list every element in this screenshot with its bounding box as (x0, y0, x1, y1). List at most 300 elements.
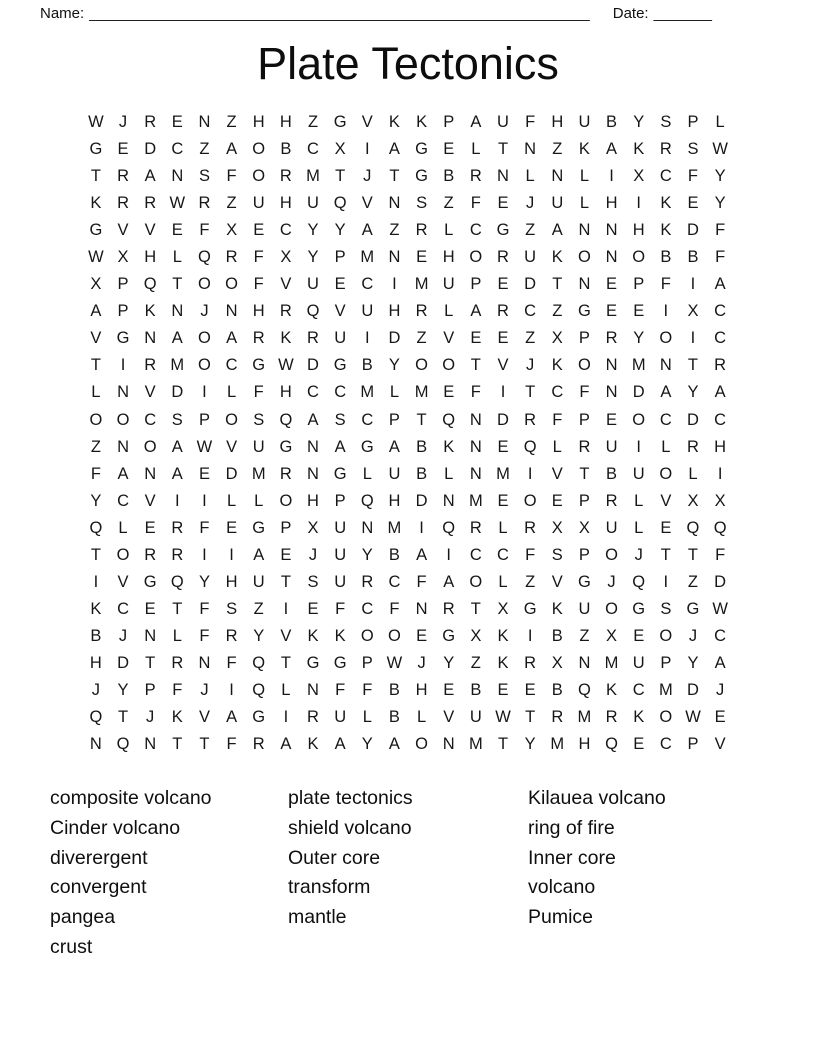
grid-letter: P (578, 491, 590, 510)
grid-letter: B (388, 545, 400, 564)
grid-letter: E (226, 518, 238, 537)
grid-letter: C (714, 302, 727, 321)
grid-letter: B (443, 167, 455, 186)
grid-letter: N (144, 464, 157, 483)
grid-letter: Z (525, 221, 536, 240)
grid-letter: S (551, 545, 563, 564)
grid-letter: E (443, 140, 455, 159)
grid-letter: N (578, 653, 591, 672)
grid-letter: I (663, 302, 669, 321)
grid-letter: O (388, 626, 401, 645)
grid-letter: Z (552, 302, 563, 321)
grid-letter: M (360, 383, 375, 402)
grid-letter: K (307, 626, 319, 645)
grid-letter: I (419, 518, 424, 537)
grid-letter: S (416, 194, 428, 213)
grid-letter: I (636, 437, 641, 456)
grid-letter: Q (360, 491, 374, 510)
grid-letter: W (88, 113, 104, 132)
grid-letter: R (225, 248, 238, 267)
page-title: Plate Tectonics (257, 38, 559, 89)
grid-letter: A (144, 167, 156, 186)
grid-letter: K (660, 221, 672, 240)
grid-letter: D (687, 221, 699, 240)
grid-letter: Q (523, 437, 537, 456)
grid-letter: E (144, 518, 156, 537)
grid-letter: G (89, 140, 103, 159)
grid-letter: N (605, 248, 618, 267)
grid-letter: H (144, 248, 157, 267)
grid-letter: H (632, 221, 645, 240)
grid-letter: M (170, 356, 185, 375)
grid-letter: F (416, 572, 427, 591)
grid-letter: G (523, 599, 537, 618)
word-list-item: Outer core (288, 846, 381, 869)
grid-letter: C (551, 383, 564, 402)
grid-letter: T (687, 356, 699, 375)
grid-letter: O (659, 708, 673, 727)
grid-letter: J (91, 681, 100, 699)
grid-letter: V (361, 113, 373, 132)
grid-letter: R (551, 708, 564, 727)
grid-letter: B (551, 681, 563, 699)
grid-letter: C (307, 140, 319, 159)
grid-letter: F (90, 464, 101, 483)
grid-letter: Y (714, 167, 726, 186)
grid-letter: K (334, 626, 346, 645)
grid-letter: Q (306, 302, 320, 321)
grid-letter: H (279, 194, 292, 213)
grid-letter: Q (605, 735, 618, 754)
grid-letter: R (605, 708, 618, 727)
grid-letter: U (361, 302, 374, 321)
word-list-item: composite volcano (50, 787, 212, 810)
grid-letter: Q (632, 572, 646, 591)
grid-letter: J (146, 708, 155, 727)
grid-letter: R (144, 194, 157, 213)
grid-letter: L (362, 708, 372, 727)
grid-letter: A (551, 221, 563, 240)
grid-letter: I (636, 194, 641, 213)
grid-letter: Q (686, 518, 700, 537)
grid-letter: E (280, 545, 292, 564)
grid-letter: V (144, 383, 156, 402)
grid-letter: J (200, 681, 209, 699)
grid-letter: K (90, 599, 102, 618)
word-list-item: ring of fire (528, 816, 615, 839)
grid-letter: A (226, 708, 238, 727)
grid-letter: K (497, 626, 509, 645)
grid-letter: H (605, 194, 618, 213)
grid-letter: L (688, 464, 698, 483)
grid-letter: X (551, 329, 563, 348)
grid-letter: N (415, 599, 428, 618)
grid-letter: C (361, 410, 374, 429)
grid-letter: H (388, 491, 401, 510)
grid-letter: L (579, 167, 589, 186)
grid-letter: F (525, 545, 536, 564)
grid-letter: S (226, 599, 238, 618)
grid-letter: G (360, 437, 374, 456)
grid-letter: G (415, 167, 428, 186)
grid-letter: O (659, 626, 673, 645)
grid-letter: J (715, 681, 725, 699)
grid-letter: Q (89, 518, 103, 537)
word-list-item: plate tectonics (288, 787, 413, 810)
grid-letter: T (470, 356, 481, 375)
grid-letter: E (144, 599, 156, 618)
grid-letter: K (171, 708, 183, 727)
grid-letter: T (416, 410, 427, 429)
grid-letter: Y (388, 356, 400, 375)
word-list-item: mantle (288, 905, 347, 928)
word-list (0, 784, 816, 962)
grid-letter: M (387, 518, 402, 537)
grid-letter: R (279, 167, 292, 186)
grid-letter: Z (552, 140, 563, 159)
grid-letter: O (252, 167, 266, 186)
grid-letter: B (551, 626, 563, 645)
grid-letter: W (386, 653, 403, 672)
grid-letter: A (90, 302, 102, 321)
grid-letter: D (632, 383, 645, 402)
grid-letter: P (660, 653, 672, 672)
grid-letter: H (252, 113, 265, 132)
grid-letter: P (687, 113, 699, 132)
grid-letter: P (334, 248, 346, 267)
grid-letter: Q (713, 518, 727, 537)
grid-letter: T (660, 545, 671, 564)
grid-letter: G (333, 113, 347, 132)
grid-letter: E (606, 302, 618, 321)
grid-letter: F (389, 599, 400, 618)
grid-letter: Z (307, 113, 319, 132)
grid-letter: F (226, 735, 237, 754)
grid-letter: E (606, 275, 618, 294)
grid-letter: R (524, 518, 537, 537)
grid-letter: G (442, 626, 456, 645)
grid-letter: U (469, 708, 482, 727)
grid-letter: U (334, 708, 347, 727)
grid-letter: N (198, 653, 211, 672)
grid-letter: N (144, 735, 157, 754)
grid-letter: M (496, 464, 510, 483)
grid-letter: K (606, 681, 618, 699)
grid-letter: P (443, 113, 455, 132)
grid-letter: R (714, 356, 727, 375)
grid-letter: O (659, 464, 673, 483)
grid-letter: A (714, 383, 726, 402)
grid-letter: T (199, 735, 210, 754)
grid-letter: C (714, 626, 727, 645)
grid-letter: Z (525, 572, 536, 591)
grid-letter: F (172, 681, 183, 699)
grid-letter: X (578, 518, 590, 537)
grid-letter: G (632, 599, 646, 618)
grid-letter: G (279, 437, 293, 456)
grid-letter: X (606, 626, 618, 645)
name-blank-line: ____________________________________________________________ (89, 5, 590, 22)
grid-letter: F (470, 194, 481, 213)
grid-letter: Y (687, 383, 699, 402)
grid-letter: C (117, 491, 129, 510)
grid-letter: T (525, 708, 536, 727)
grid-letter: B (416, 437, 428, 456)
grid-letter: A (714, 275, 726, 294)
grid-letter: N (307, 681, 319, 699)
grid-letter: M (468, 491, 483, 510)
grid-letter: N (469, 437, 482, 456)
grid-letter: G (577, 572, 591, 591)
grid-letter: W (712, 599, 728, 618)
grid-letter: Y (443, 653, 455, 672)
grid-letter: L (634, 518, 644, 537)
grid-letter: I (663, 572, 669, 591)
grid-letter: Z (199, 140, 210, 159)
grid-letter: T (90, 545, 101, 564)
word-search-grid (82, 109, 733, 758)
grid-letter: Z (470, 653, 481, 672)
grid-letter: R (469, 518, 482, 537)
grid-letter: Y (714, 194, 726, 213)
grid-letter: O (659, 329, 673, 348)
grid-letter: N (388, 194, 401, 213)
grid-letter: G (306, 653, 320, 672)
grid-letter: R (252, 735, 265, 754)
grid-letter: C (659, 167, 672, 186)
grid-letter: A (470, 302, 482, 321)
grid-letter: U (388, 464, 401, 483)
grid-letter: O (415, 356, 428, 375)
grid-letter: O (198, 275, 211, 294)
grid-letter: P (117, 275, 129, 294)
word-list-item: shield volcano (288, 816, 412, 839)
grid-letter: T (90, 167, 101, 186)
grid-letter: O (577, 356, 591, 375)
grid-letter: L (444, 221, 454, 240)
grid-letter: U (605, 518, 618, 537)
grid-letter: B (606, 464, 618, 483)
grid-letter: H (307, 491, 319, 510)
grid-letter: A (307, 410, 319, 429)
grid-letter: H (225, 572, 238, 591)
grid-letter: C (361, 275, 374, 294)
grid-letter: N (551, 167, 564, 186)
grid-letter: W (88, 248, 104, 267)
grid-letter: C (279, 221, 292, 240)
grid-letter: Y (361, 545, 373, 564)
grid-letter: X (307, 518, 319, 537)
grid-letter: J (200, 302, 209, 321)
date-blank-line: _______ (653, 5, 712, 22)
word-list-item: Kilauea volcano (528, 787, 666, 810)
grid-letter: V (334, 302, 346, 321)
grid-letter: E (524, 681, 536, 699)
grid-letter: I (527, 464, 533, 483)
grid-letter: G (252, 708, 266, 727)
grid-letter: P (144, 681, 156, 699)
grid-letter: A (470, 113, 482, 132)
grid-letter: Q (170, 572, 184, 591)
grid-letter: R (171, 518, 184, 537)
grid-letter: I (283, 708, 289, 727)
grid-letter: V (361, 194, 373, 213)
grid-letter: Z (253, 599, 264, 618)
grid-letter: U (334, 572, 347, 591)
grid-letter: N (117, 383, 129, 402)
grid-letter: E (633, 735, 645, 754)
grid-letter: E (497, 329, 509, 348)
name-label: Name: (40, 5, 85, 22)
grid-letter: A (388, 735, 400, 754)
grid-letter: U (334, 518, 347, 537)
grid-letter: U (578, 113, 591, 132)
grid-letter: V (144, 491, 156, 510)
word-list-item: transform (288, 876, 371, 899)
grid-letter: L (362, 464, 372, 483)
grid-letter: Q (577, 681, 591, 699)
grid-letter: P (578, 410, 590, 429)
grid-letter: E (497, 681, 509, 699)
grid-letter: L (416, 708, 427, 727)
grid-letter: P (117, 302, 129, 321)
grid-letter: M (414, 383, 429, 402)
grid-letter: T (335, 167, 346, 186)
grid-letter: R (279, 464, 292, 483)
grid-letter: R (524, 653, 537, 672)
grid-letter: M (658, 681, 673, 699)
grid-letter: O (632, 410, 646, 429)
grid-letter: T (552, 275, 563, 294)
grid-letter: T (172, 275, 183, 294)
grid-letter: C (171, 140, 184, 159)
grid-letter: F (335, 681, 346, 699)
grid-letter: H (578, 735, 591, 754)
grid-letter: T (172, 735, 183, 754)
grid-letter: A (171, 437, 183, 456)
grid-letter: E (633, 302, 645, 321)
grid-letter: K (90, 194, 102, 213)
grid-letter: G (415, 140, 428, 159)
grid-letter: I (392, 275, 397, 294)
grid-letter: I (690, 275, 696, 294)
grid-letter: P (198, 410, 210, 429)
grid-letter: L (444, 464, 454, 483)
grid-letter: R (144, 545, 157, 564)
grid-letter: M (468, 735, 483, 754)
grid-letter: L (389, 383, 400, 402)
grid-letter: T (172, 599, 183, 618)
grid-letter: L (498, 518, 508, 537)
grid-letter: N (144, 329, 157, 348)
grid-letter: J (308, 545, 318, 564)
grid-letter: X (687, 491, 699, 510)
grid-letter: D (171, 383, 184, 402)
grid-letter: D (524, 275, 537, 294)
grid-letter: M (604, 653, 619, 672)
grid-letter: Y (117, 681, 129, 699)
grid-letter: U (578, 599, 591, 618)
grid-letter: X (633, 167, 645, 186)
grid-letter: W (169, 194, 186, 213)
grid-letter: M (360, 248, 375, 267)
grid-letter: D (714, 572, 727, 591)
grid-letter: T (525, 383, 536, 402)
grid-letter: O (198, 329, 211, 348)
grid-letter: N (89, 735, 102, 754)
grid-letter: Z (525, 329, 536, 348)
date-field (613, 5, 712, 22)
grid-letter: A (171, 464, 183, 483)
grid-letter: C (117, 599, 129, 618)
grid-letter: O (360, 626, 374, 645)
grid-letter: E (334, 275, 346, 294)
grid-letter: E (606, 410, 618, 429)
grid-letter: M (306, 167, 320, 186)
grid-letter: F (253, 275, 264, 294)
grid-letter: Q (442, 518, 456, 537)
grid-letter: Z (416, 329, 427, 348)
grid-letter: V (551, 464, 563, 483)
grid-letter: R (578, 437, 591, 456)
grid-letter: L (552, 437, 562, 456)
grid-letter: A (388, 140, 400, 159)
grid-letter: N (144, 626, 157, 645)
word-list-item: pangea (50, 905, 116, 928)
grid-letter: K (551, 599, 563, 618)
grid-letter: I (120, 356, 126, 375)
grid-letter: P (388, 410, 400, 429)
grid-letter: K (388, 113, 400, 132)
grid-letter: T (497, 140, 509, 159)
grid-letter: K (551, 356, 563, 375)
grid-letter: G (577, 302, 591, 321)
grid-letter: L (525, 167, 535, 186)
grid-letter: F (715, 248, 726, 267)
grid-letter: U (334, 329, 347, 348)
grid-letter: S (198, 167, 210, 186)
grid-letter: F (199, 626, 210, 645)
grid-letter: F (253, 383, 264, 402)
grid-letter: E (470, 329, 482, 348)
grid-letter: C (714, 410, 727, 429)
grid-letter: G (496, 221, 510, 240)
grid-letter: V (443, 708, 455, 727)
grid-letter: U (605, 437, 618, 456)
grid-letter: F (253, 248, 264, 267)
grid-letter: A (443, 572, 455, 591)
grid-letter: F (552, 410, 563, 429)
grid-letter: O (225, 410, 238, 429)
grid-letter: Z (389, 221, 400, 240)
grid-letter: P (633, 275, 645, 294)
grid-letter: X (280, 248, 292, 267)
grid-letter: K (443, 437, 455, 456)
grid-letter: A (334, 735, 346, 754)
grid-letter: B (90, 626, 102, 645)
grid-letter: V (144, 221, 156, 240)
grid-letter: R (171, 545, 184, 564)
grid-letter: I (202, 491, 207, 510)
grid-letter: E (117, 140, 129, 159)
grid-letter: G (333, 653, 347, 672)
grid-letter: R (225, 626, 238, 645)
grid-letter: J (607, 572, 616, 591)
grid-letter: X (470, 626, 482, 645)
grid-letter: L (118, 518, 128, 537)
grid-letter: O (252, 140, 266, 159)
grid-letter: S (253, 410, 265, 429)
